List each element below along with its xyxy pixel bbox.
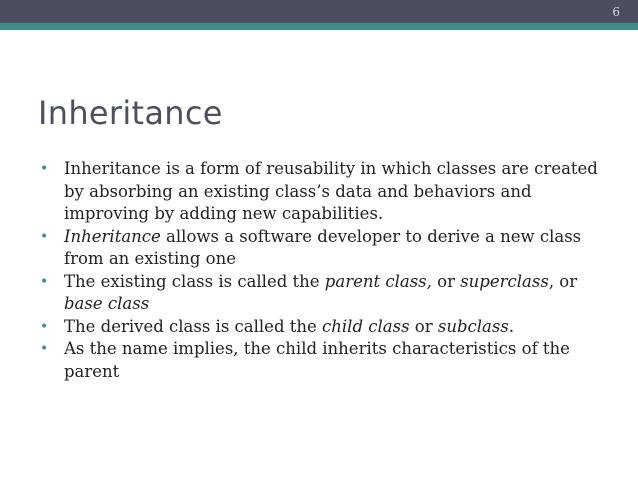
bullet-dot-icon: • [40,161,49,177]
bullet-item [40,158,620,226]
bullet-text: . [508,316,515,336]
accent-bar [0,23,638,30]
bullet-dot-icon: • [40,273,49,290]
bullet-item [40,226,620,271]
bullet-text: The existing class is called the [64,271,325,291]
emphasized-term: Inheritance [64,226,161,246]
bullet-list [40,158,620,383]
slide-title: Inheritance [38,94,223,132]
bullet-text: The derived class is called the [64,316,323,336]
bullet-item [40,271,620,316]
bullet-item [40,338,620,383]
bullet-dot-icon: • [40,228,49,245]
bullet-text: or [409,316,438,336]
bullet-text: Inheritance is a form of reusability in which classes are created by absorbing an existing class’s data and behaviors and improving by adding new capabilities. [64,159,598,223]
bullet-text: or [431,271,461,291]
bullet-item [40,316,620,339]
emphasized-term: child class [322,316,410,336]
header-bar [0,0,638,23]
emphasized-term: parent class, [324,271,432,291]
emphasized-term: subclass [437,316,509,336]
slide-number: 6 [612,5,620,19]
bullet-dot-icon: • [40,341,49,357]
bullet-text: , or [548,271,578,291]
bullet-text: allows a software developer to derive a new class from an existing one [64,226,582,268]
emphasized-term: superclass [460,271,549,291]
bullet-dot-icon: • [40,318,49,335]
emphasized-term: base class [64,294,150,313]
bullet-text: As the name implies, the child inherits characteristics of the parent [64,339,570,381]
